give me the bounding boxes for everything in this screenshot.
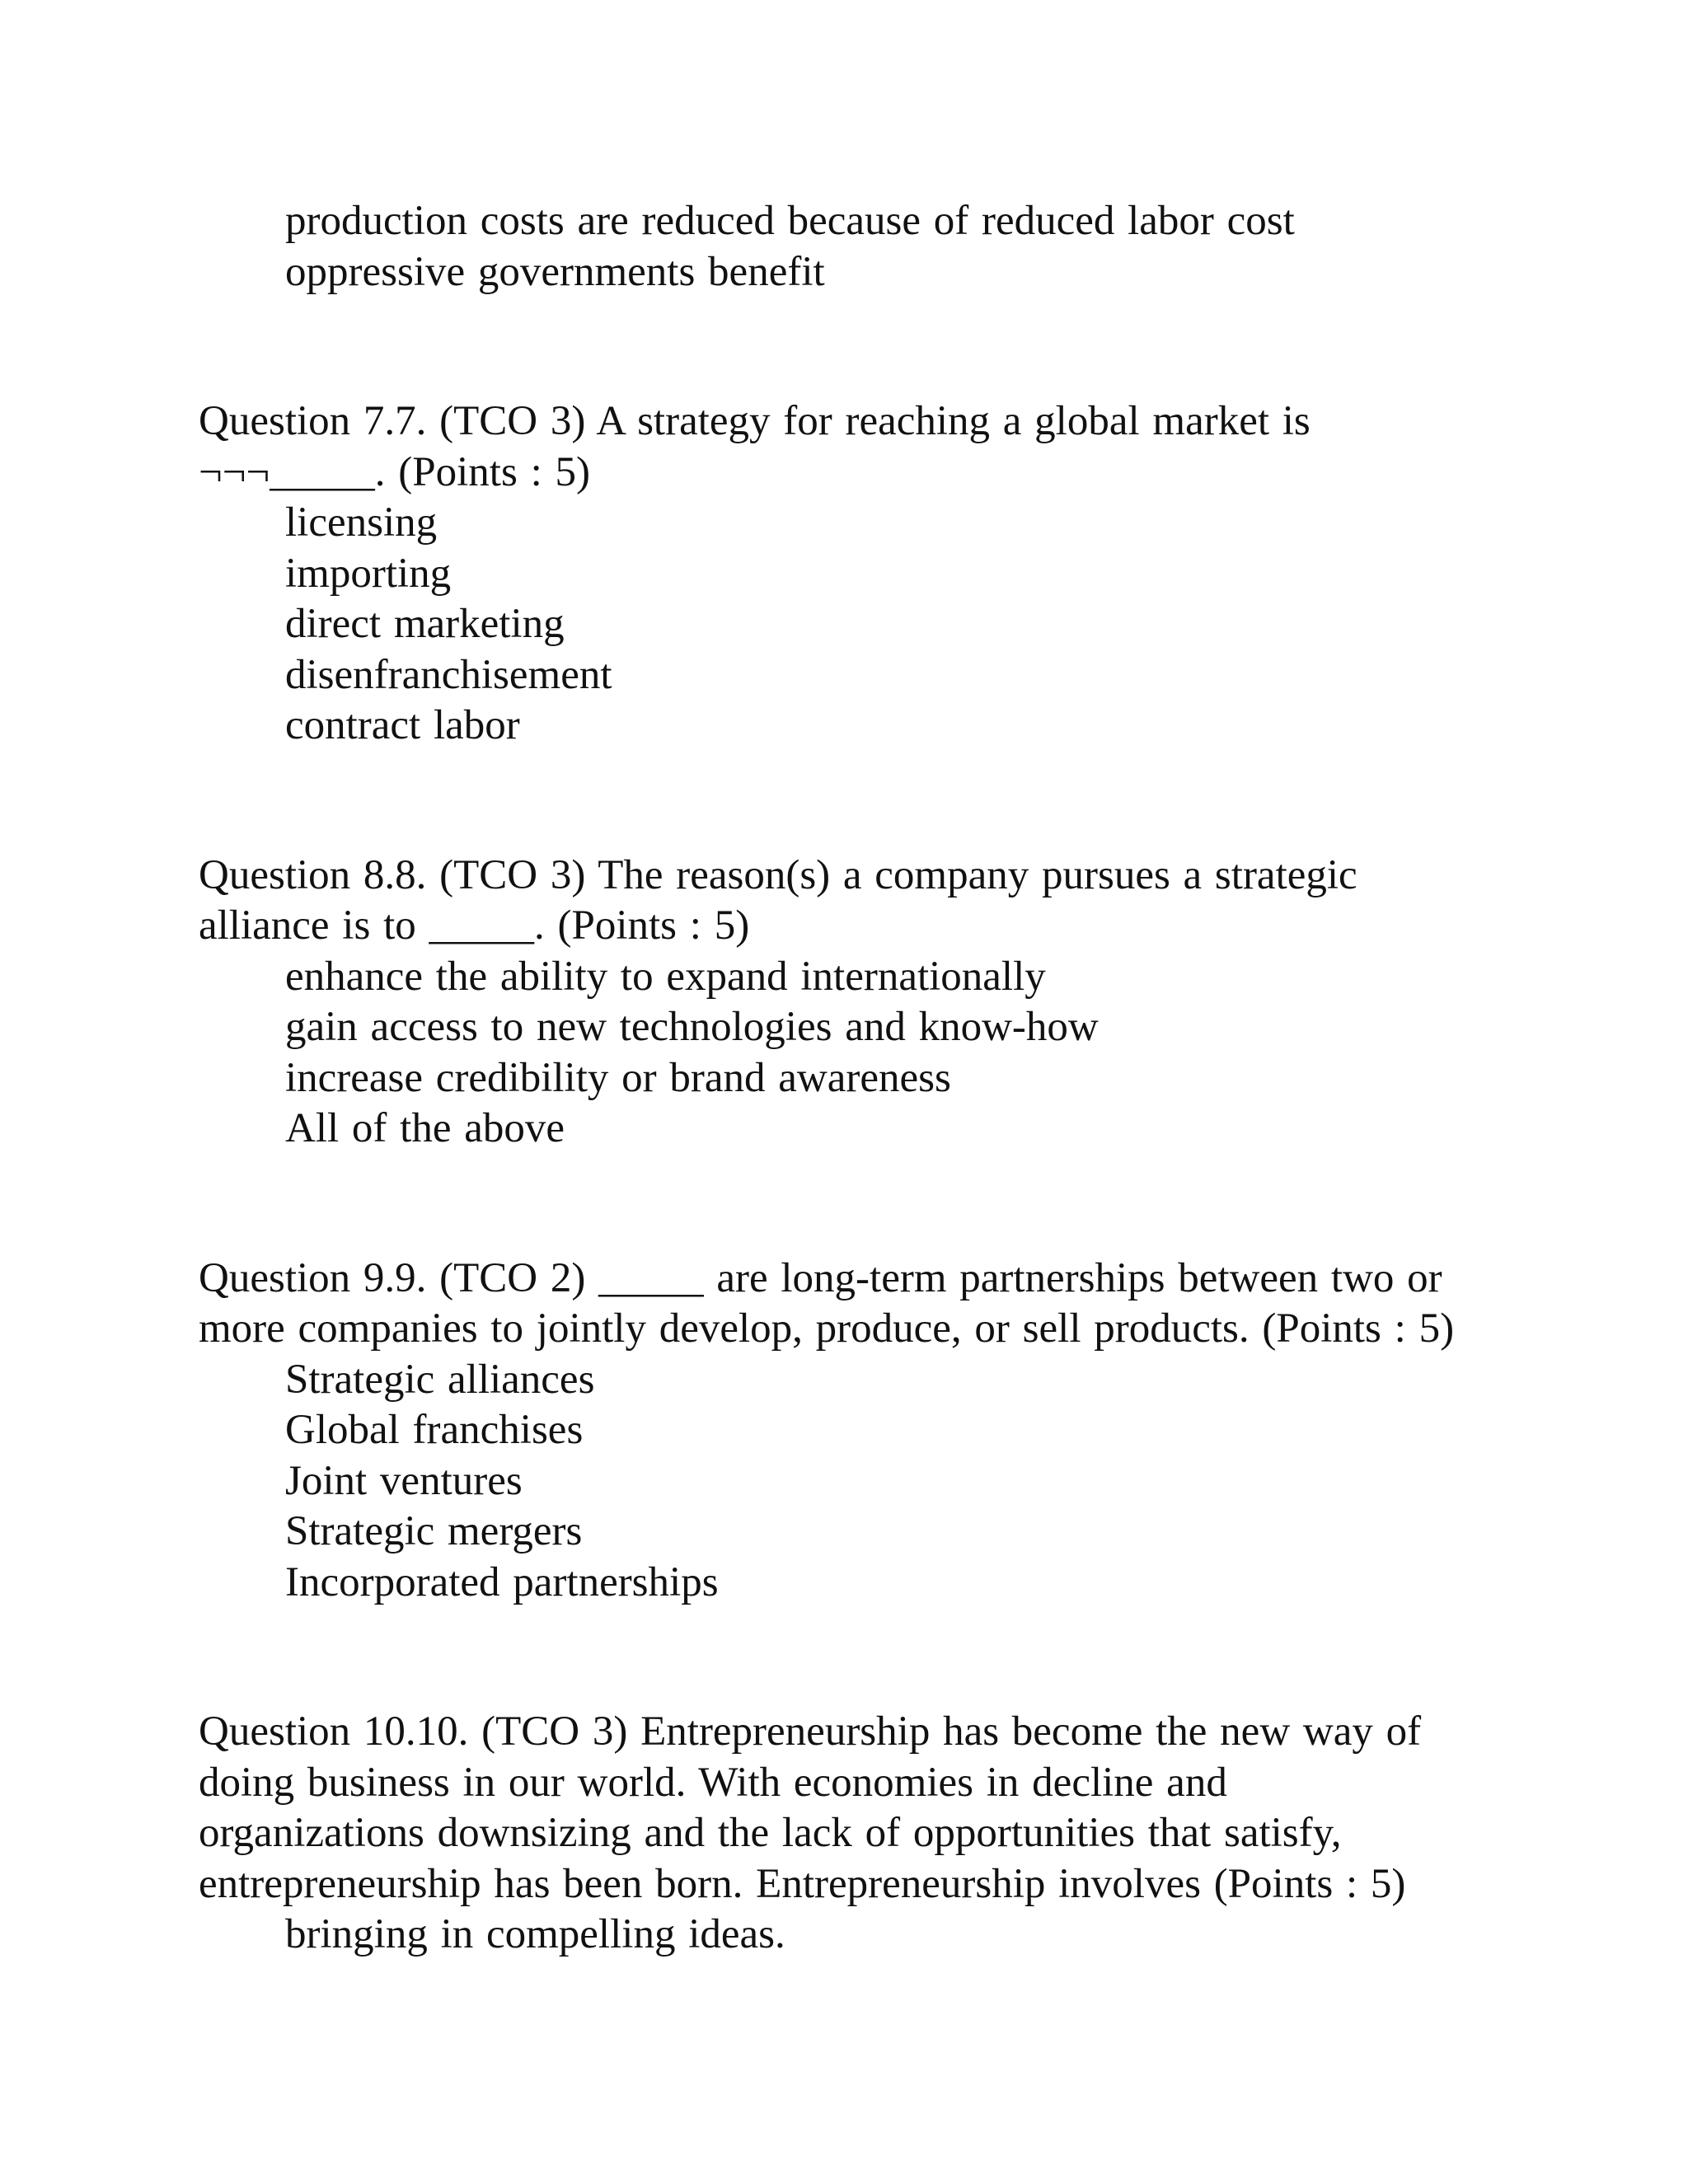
answer-option: Joint ventures — [285, 1458, 523, 1504]
answer-option: Strategic mergers — [285, 1508, 583, 1554]
answer-option: Global franchises — [285, 1407, 584, 1453]
answer-option: contract labor — [285, 702, 520, 748]
answer-option: enhance the ability to expand internationally — [285, 954, 1046, 1000]
answer-option: licensing — [285, 499, 438, 546]
answer-option: Strategic alliances — [285, 1357, 595, 1403]
answer-option: increase credibility or brand awareness — [285, 1055, 951, 1101]
answer-option: gain access to new technologies and know-how — [285, 1004, 1099, 1050]
answer-option: importing — [285, 551, 452, 597]
answer-option: production costs are reduced because of reduced labor cost — [285, 198, 1295, 244]
question-7-text: ¬¬¬_____. (Points : 5) — [199, 449, 590, 495]
answer-option: bringing in compelling ideas. — [285, 1911, 785, 1957]
question-10-text: entrepreneurship has been born. Entrepreneurship involves (Points : 5) — [199, 1861, 1406, 1907]
question-10-text: Question 10.10. (TCO 3) Entrepreneurship has become the new way of — [199, 1708, 1422, 1755]
question-7-text: Question 7.7. (TCO 3) A strategy for reaching a global market is — [199, 398, 1311, 444]
question-9-text: more companies to jointly develop, produce, or sell products. (Points : 5) — [199, 1305, 1455, 1352]
answer-option: Incorporated partnerships — [285, 1559, 719, 1605]
answer-option: oppressive governments benefit — [285, 249, 825, 295]
question-8-text: alliance is to _____. (Points : 5) — [199, 902, 750, 949]
question-9-text: Question 9.9. (TCO 2) _____ are long-term partnerships between two or — [199, 1255, 1442, 1301]
answer-option: disenfranchisement — [285, 652, 612, 698]
answer-option: All of the above — [285, 1105, 565, 1151]
question-8-text: Question 8.8. (TCO 3) The reason(s) a company pursues a strategic — [199, 852, 1357, 898]
question-10-text: doing business in our world. With economies in decline and — [199, 1760, 1227, 1806]
answer-option: direct marketing — [285, 601, 565, 647]
question-10-text: organizations downsizing and the lack of opportunities that satisfy, — [199, 1810, 1342, 1856]
